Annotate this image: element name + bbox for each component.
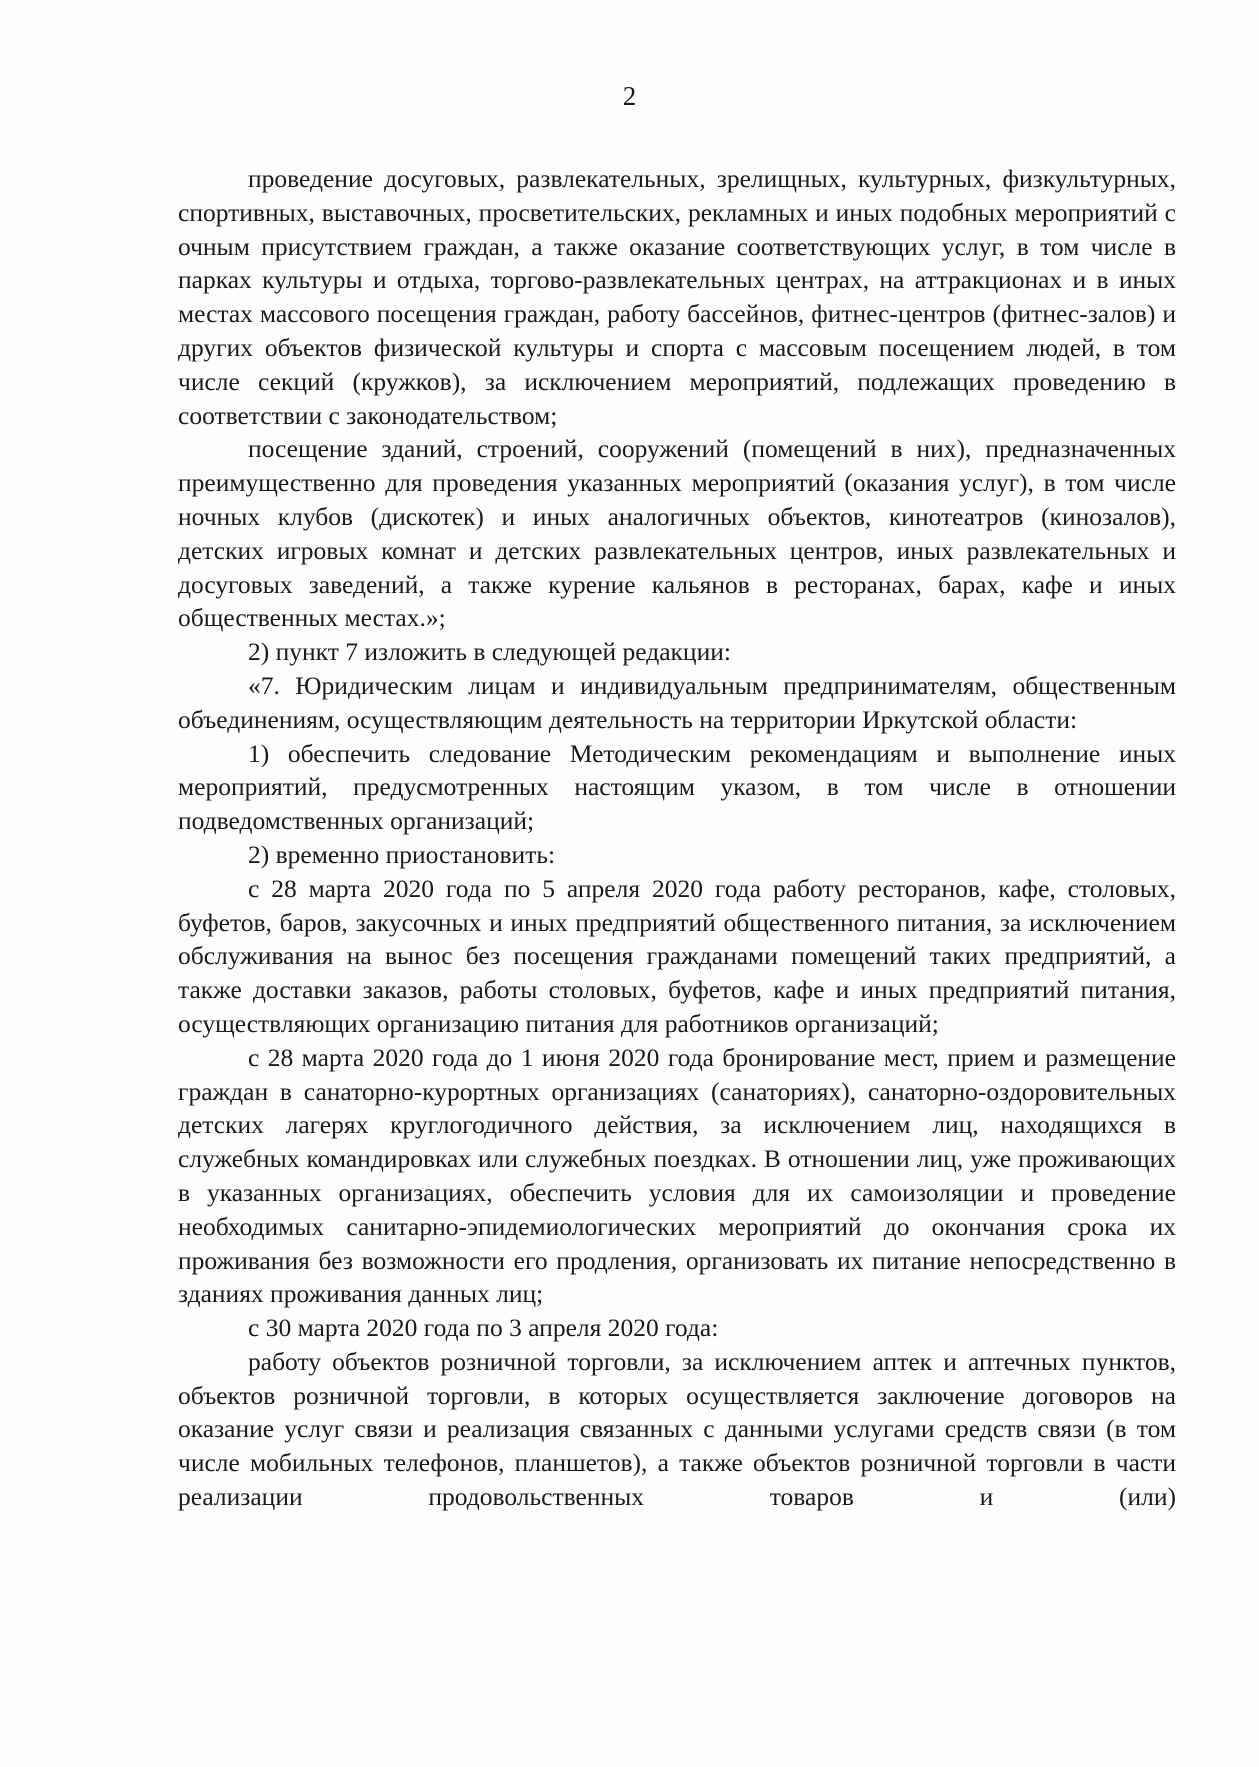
page-number: 2 [622,81,637,111]
paragraph-buildings-visit: посещение зданий, строений, сооружений (помещений в них), предназначенных преимущественно для проведения указанных мероприятий (оказания услуг), в том числе ночных клубов (дискотек) и иных аналогичных объектов, кинотеатров (кинозалов), детских игровых комнат и детских развлекательных центров, иных развлекательных и досуговых заведений, а также курение кальянов в ресторанах, барах, кафе и иных общественных местах.»; [178,434,1176,633]
paragraph-retail-suspension: работу объектов розничной торговли, за исключением аптек и аптечных пунктов, объектов розничной торговли, в которых осуществляется заключение договоров на оказание услуг связи и реализация связанных с данными услугами средств связи (в том числе мобильных телефонов, планшетов), а также объектов розничной торговли в части реализации продовольственных товаров и (или) [178,1346,1176,1512]
paragraph-events-ban: проведение досуговых, развлекательных, зрелищных, культурных, физкультурных, спортивных, выставочных, просветительских, рекламных и иных подобных мероприятий с очным присутствием граждан, а также оказание соответствующих услуг, в том числе в парках культуры и отдыха, торгово-развлекательных центрах, на аттракционах и в иных местах массового посещения граждан, работу бассейнов, фитнес-центров (фитнес-залов) и других объектов физической культуры и спорта с массовым посещением людей, в том числе секций (кружков), за исключением мероприятий, подлежащих проведению в соответствии с законодательством; [178,164,1176,430]
paragraph-subitem-1: 1) обеспечить следование Методическим рекомендациям и выполнение иных мероприятий, предусмотренных настоящим указом, в том числе в отношении подведомственных организаций; [178,738,1176,836]
paragraph-item-7-heading: 2) пункт 7 изложить в следующей редакции: [248,637,731,667]
paragraph-sanatorium-suspension: с 28 марта 2020 года до 1 июня 2020 года бронирование мест, прием и размещение граждан в санаторно-курортных организациях (санаториях), санаторно-оздоровительных детских лагерях круглогодичного действия, за исключением лиц, находящихся в служебных командировках или служебных поездках. В отношении лиц, уже проживающих в указанных организациях, обеспечить условия для их самоизоляции и проведение необходимых санитарно-эпидемиологических мероприятий до окончания срока их проживания без возможности его продления, организовать их питание непосредственно в зданиях проживания данных лиц; [178,1042,1176,1309]
paragraph-catering-suspension: с 28 марта 2020 года по 5 апреля 2020 года работу ресторанов, кафе, столовых, буфетов, баров, закусочных и иных предприятий общественного питания, за исключением обслуживания на вынос без посещения гражданами помещений таких предприятий, а также доставки заказов, работы столовых, буфетов, кафе и иных предприятий питания, осуществляющих организацию питания для работников организаций; [178,873,1176,1038]
paragraph-retail-period: с 30 марта 2020 года по 3 апреля 2020 года: [248,1313,719,1343]
paragraph-subitem-2: 2) временно приостановить: [248,839,556,869]
paragraph-item-7-intro: «7. Юридическим лицам и индивидуальным предпринимателям, общественным объединениям, осуществляющим деятельность на территории Иркутской области: [178,670,1176,734]
document-body [178,162,1176,1514]
